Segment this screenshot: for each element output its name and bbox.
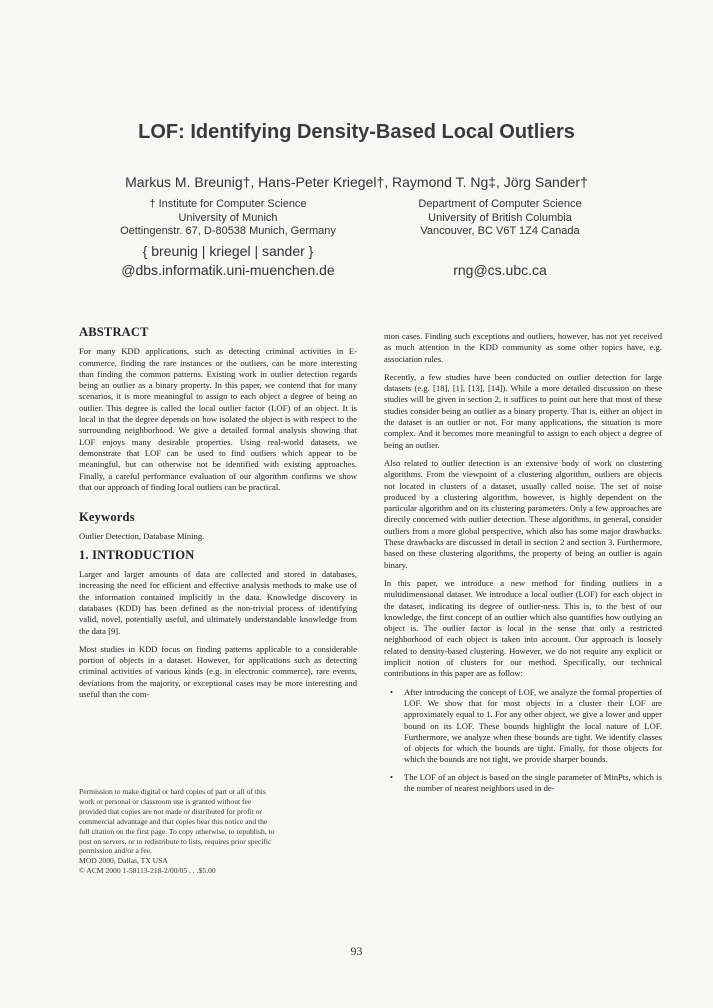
affiliation-line: Oettingenstr. 67, D-80538 Munich, Germany — [120, 225, 336, 237]
permission-line: commercial advantage and that copies bear this notice and the — [79, 816, 268, 826]
affiliation-line: Vancouver, BC V6T 1Z4 Canada — [420, 225, 580, 237]
email-address: rng@cs.ubc.ca — [453, 261, 547, 278]
keywords-heading: Keywords — [79, 510, 135, 525]
permission-notice — [79, 787, 359, 876]
author-list: Markus M. Breunig†, Hans-Peter Kriegel†, Raymond T. Ng‡, Jörg Sander† — [125, 174, 588, 190]
affiliation-ubc — [380, 198, 620, 280]
paper-title: LOF: Identifying Density-Based Local Outliers — [138, 121, 575, 143]
affiliation-line: † Institute for Computer Science — [149, 198, 307, 210]
conference-line: MOD 2000, Dallas, TX USA — [79, 856, 168, 866]
list-item: • After introducing the concept of LOF, we analyze the formal properties of LOF. We show that for most objects in a cluster their LOF are approximately equal to 1. For any other object, we give a lower and upper bound on its LOF. These bounds highlight the local nature of LOF. Furthermore, we analyze when these bounds are tight. We identify classes of objects for which the bounds are tight. Finally, for those objects for which the bounds are not tight, we provide sharper bounds. — [396, 687, 662, 766]
introduction-heading: 1. INTRODUCTION — [79, 547, 195, 562]
page-number: 93 — [350, 944, 363, 958]
affiliation-line: Department of Computer Science — [418, 198, 582, 210]
permission-line: work or personal or classroom use is granted without fee — [79, 796, 252, 806]
intro-paragraph: Larger and larger amounts of data are collected and stored in databases, increasing the need for efficient and effective analysis methods to make use of the information contained implicitly in the data. Knowledge discovery in databases (KDD) has been defined as the non-trivial process of identifying valid, novel, potentially useful, and ultimately understandable knowledge from the data [9]. — [79, 569, 357, 636]
intro-paragraph: Most studies in KDD focus on finding patterns applicable to a considerable portion of objects in a dataset. However, for applications such as detecting criminal activities of various kinds (e.g. in electronic commerce), rare events, deviations from the majority, or exceptional cases may be more interesting and useful than the com- — [79, 643, 357, 700]
permission-line: post on servers, or to redistribute to lists, requires prior specific — [79, 836, 272, 846]
affiliation-munich — [88, 198, 368, 280]
left-column — [79, 327, 357, 707]
email-group: { breunig | kriegel | sander } — [142, 242, 314, 259]
body-paragraph: mon cases. Finding such exceptions and outliers, however, has not yet received as much attention in the KDD community as some other topics have, e.g. association rules. — [384, 331, 662, 364]
body-paragraph: Also related to outlier detection is an extensive body of work on clustering algorithms. From the viewpoint of a clustering algorithm, outliers are objects not located in clusters of a dataset, usually called noise. The set of noise produced by a clustering algorithm, however, is highly dependent on the particular algorithm and on its clustering parameters. Only a few approaches are directly concerned with outlier detection. These algorithms, in general, consider outliers from a more global perspective, which also has some major drawbacks. These drawbacks are discussed in detail in section 2 and section 3. Furthermore, based on these clustering algorithms, the property of being an outlier is again binary. — [384, 457, 662, 570]
abstract-heading: ABSTRACT — [79, 325, 149, 339]
list-item: • The LOF of an object is based on the single parameter of MinPts, which is the number of nearest neighbors used in de- — [396, 772, 662, 795]
permission-line: full citation on the first page. To copy otherwise, to republish, to — [79, 826, 275, 836]
affiliation-line: University of British Columbia — [428, 211, 572, 224]
email-domain: @dbs.informatik.uni-muenchen.de — [121, 261, 335, 278]
keywords-text: Outlier Detection, Database Mining. — [79, 531, 205, 542]
abstract-text: For many KDD applications, such as detecting criminal activities in E-commerce, finding the rare instances or the outliers, can be more interesting than finding the common patterns. Existing work in outlier detection regards being an outlier as a binary property. In this paper, we contend that for many scenarios, it is more meaningful to assign to each object a degree of being an outlier. This degree is called the local outlier factor (LOF) of an object. It is local in that the degree depends on how isolated the object is with respect to the surrounding neighborhood. We give a detailed formal analysis showing that LOF enjoys many desirable properties. Using real-world datasets, we demonstrate that LOF can be used to find outliers which appear to be meaningful, but can otherwise not be identified with existing approaches. Finally, a careful performance evaluation of our algorithm confirms we show that our approach of finding local outliers can be practical. — [79, 346, 357, 492]
permission-line: Permission to make digital or hard copies of part or all of this — [79, 787, 266, 796]
right-column — [384, 331, 662, 800]
copyright-line: © ACM 2000 1-58113-218-2/00/05 . . .$5.00 — [79, 866, 216, 876]
body-paragraph: In this paper, we introduce a new method for finding outliers in a multidimensional dataset. We introduce a local outlier (LOF) for each object in the dataset, indicating its degree of outlier-ness. This is, to the best of our knowledge, the first concept of an outlier which also quantifies how outlying an object is. The outlier factor is local in the sense that only a restricted neighborhood of each object is taken into account. Our approach is loosely related to density-based clustering. However, we do not require any explicit or implicit notion of clusters for our method. Specifically, our technical contributions in this paper are as follow: — [384, 577, 662, 679]
contribution-list — [384, 687, 662, 795]
affiliation-line: University of Munich — [178, 211, 278, 224]
permission-line: provided that copies are not made or distributed for profit or — [79, 806, 263, 816]
permission-line: permission and/or a fee. — [79, 846, 152, 856]
body-paragraph: Recently, a few studies have been conducted on outlier detection for large datasets (e.g. [18], [1], [13], [14]). While a more detailed discussion on these studies will be given in section 2, it suffices to point out here that most of these studies consider being an outlier as a binary property. That is, either an object in the dataset is an outlier or not. For many applications, the situation is more complex. And it becomes more meaningful to assign to each object a degree of being an outlier. — [384, 371, 662, 450]
